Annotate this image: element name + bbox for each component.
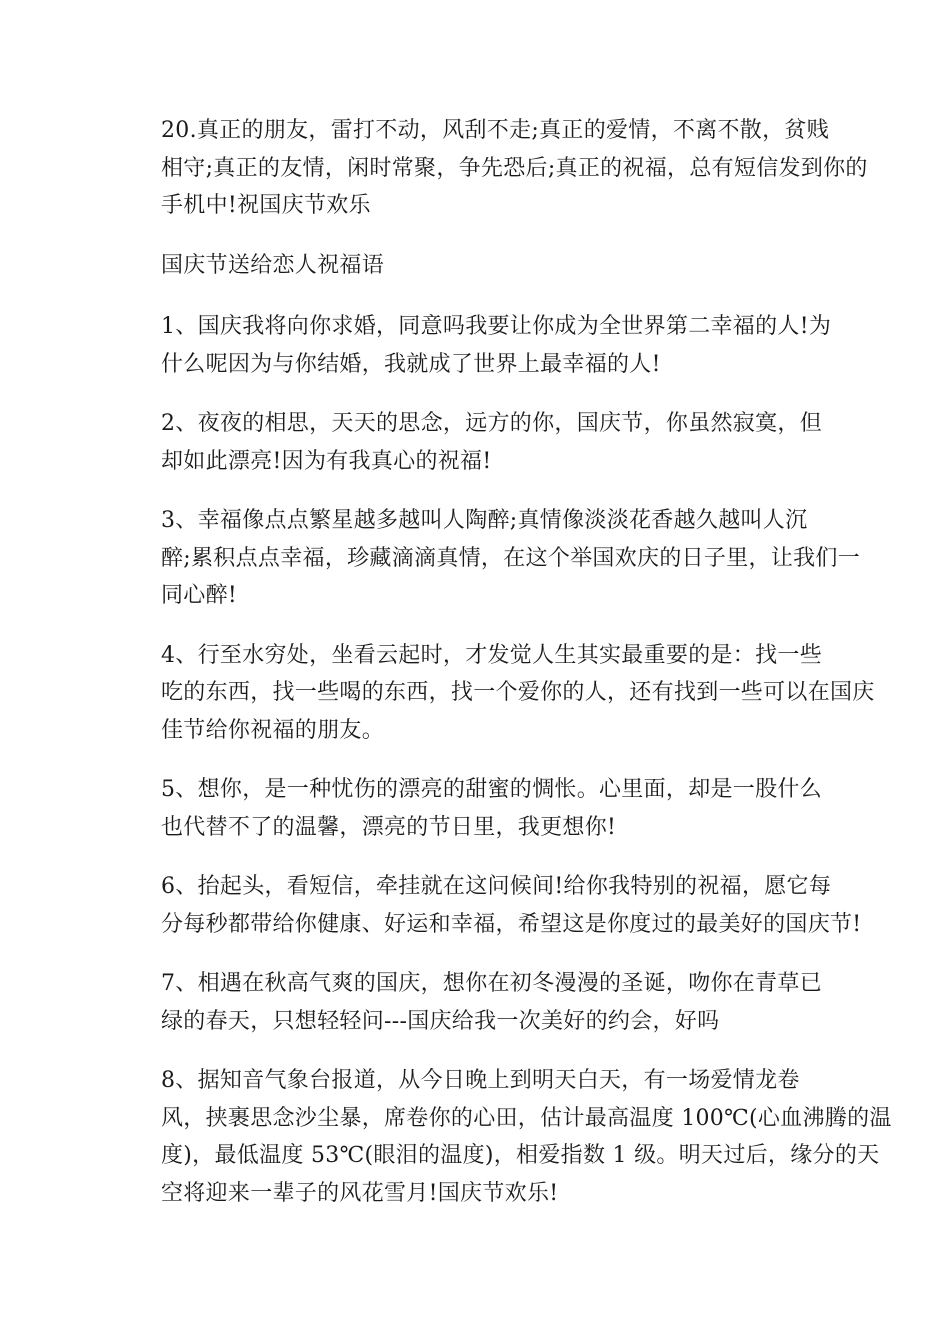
paragraph-8 [117, 1062, 892, 1212]
text-line: 分每秒都带给你健康、好运和幸福，希望这是你度过的最美好的国庆节! [161, 911, 862, 937]
text-line: 4、行至水穷处，坐看云起时，才发觉人生其实最重要的是：找一些 [161, 642, 822, 668]
text-line: 吃的东西，找一些喝的东西，找一个爱你的人，还有找到一些可以在国庆 [161, 680, 875, 705]
text-line: 什么呢因为与你结婚，我就成了世界上最幸福的人! [161, 351, 661, 377]
paragraph-6 [117, 868, 862, 943]
paragraph-2 [117, 405, 833, 480]
paragraph-20-true-friends [117, 112, 868, 225]
text-line: 绿的春天，只想轻轻问---国庆给我一次美好的约会，好吗 [161, 1008, 720, 1034]
paragraph-5 [117, 771, 833, 846]
text-line: 7、相遇在秋高气爽的国庆，想你在初冬漫漫的圣诞，吻你在青草已 [161, 971, 822, 996]
text-line: 20.真正的朋友，雷打不动，风刮不走;真正的爱情，不离不散，贫贱 [161, 118, 830, 143]
text-line: 手机中!祝国庆节欢乐 [161, 193, 371, 218]
text-line: 同心醉! [161, 583, 238, 608]
text-line: 也代替不了的温馨，漂亮的节日里，我更想你! [161, 814, 617, 840]
text-line: 5、想你，是一种忧伤的漂亮的甜蜜的惆怅。心里面，却是一股什么 [161, 777, 822, 802]
text-line: 1、国庆我将向你求婚，同意吗我要让你成为全世界第二幸福的人!为 [161, 314, 832, 339]
text-line: 8、据知音气象台报道，从今日晚上到明天白天，有一场爱情龙卷 [161, 1068, 800, 1093]
text-line: 度)，最低温度 53℃(眼泪的温度)，相爱指数 1 级。明天过后，缘分的天 [161, 1143, 880, 1168]
section-heading-text: 国庆节送给恋人祝福语 [161, 252, 385, 278]
text-line: 风，挟裹思念沙尘暴，席卷你的心田，估计最高温度 100℃(心血沸腾的温 [161, 1105, 892, 1131]
paragraph-7 [117, 965, 833, 1040]
text-line: 3、幸福像点点繁星越多越叫人陶醉;真情像淡淡花香越久越叫人沉 [161, 508, 808, 533]
text-line: 空将迎来一辈子的风花雪月!国庆节欢乐! [161, 1180, 559, 1206]
text-line: 6、抬起头，看短信，牵挂就在这问候间!给你我特别的祝福，愿它每 [161, 874, 832, 899]
paragraph-4 [117, 637, 875, 750]
paragraph-1 [117, 308, 833, 383]
section-heading [117, 247, 833, 285]
text-line: 2、夜夜的相思，天天的思念，远方的你，国庆节，你虽然寂寞，但 [161, 411, 822, 436]
text-line: 醉;累积点点幸福，珍藏滴滴真情，在这个举国欢庆的日子里，让我们一 [161, 545, 861, 571]
text-line: 佳节给你祝福的朋友。 [161, 717, 385, 743]
text-line: 却如此漂亮!因为有我真心的祝福! [161, 448, 492, 474]
paragraph-3 [117, 502, 861, 615]
text-line: 相守;真正的友情，闲时常聚，争先恐后;真正的祝福，总有短信发到你的 [161, 155, 868, 181]
document-page [117, 112, 892, 1234]
